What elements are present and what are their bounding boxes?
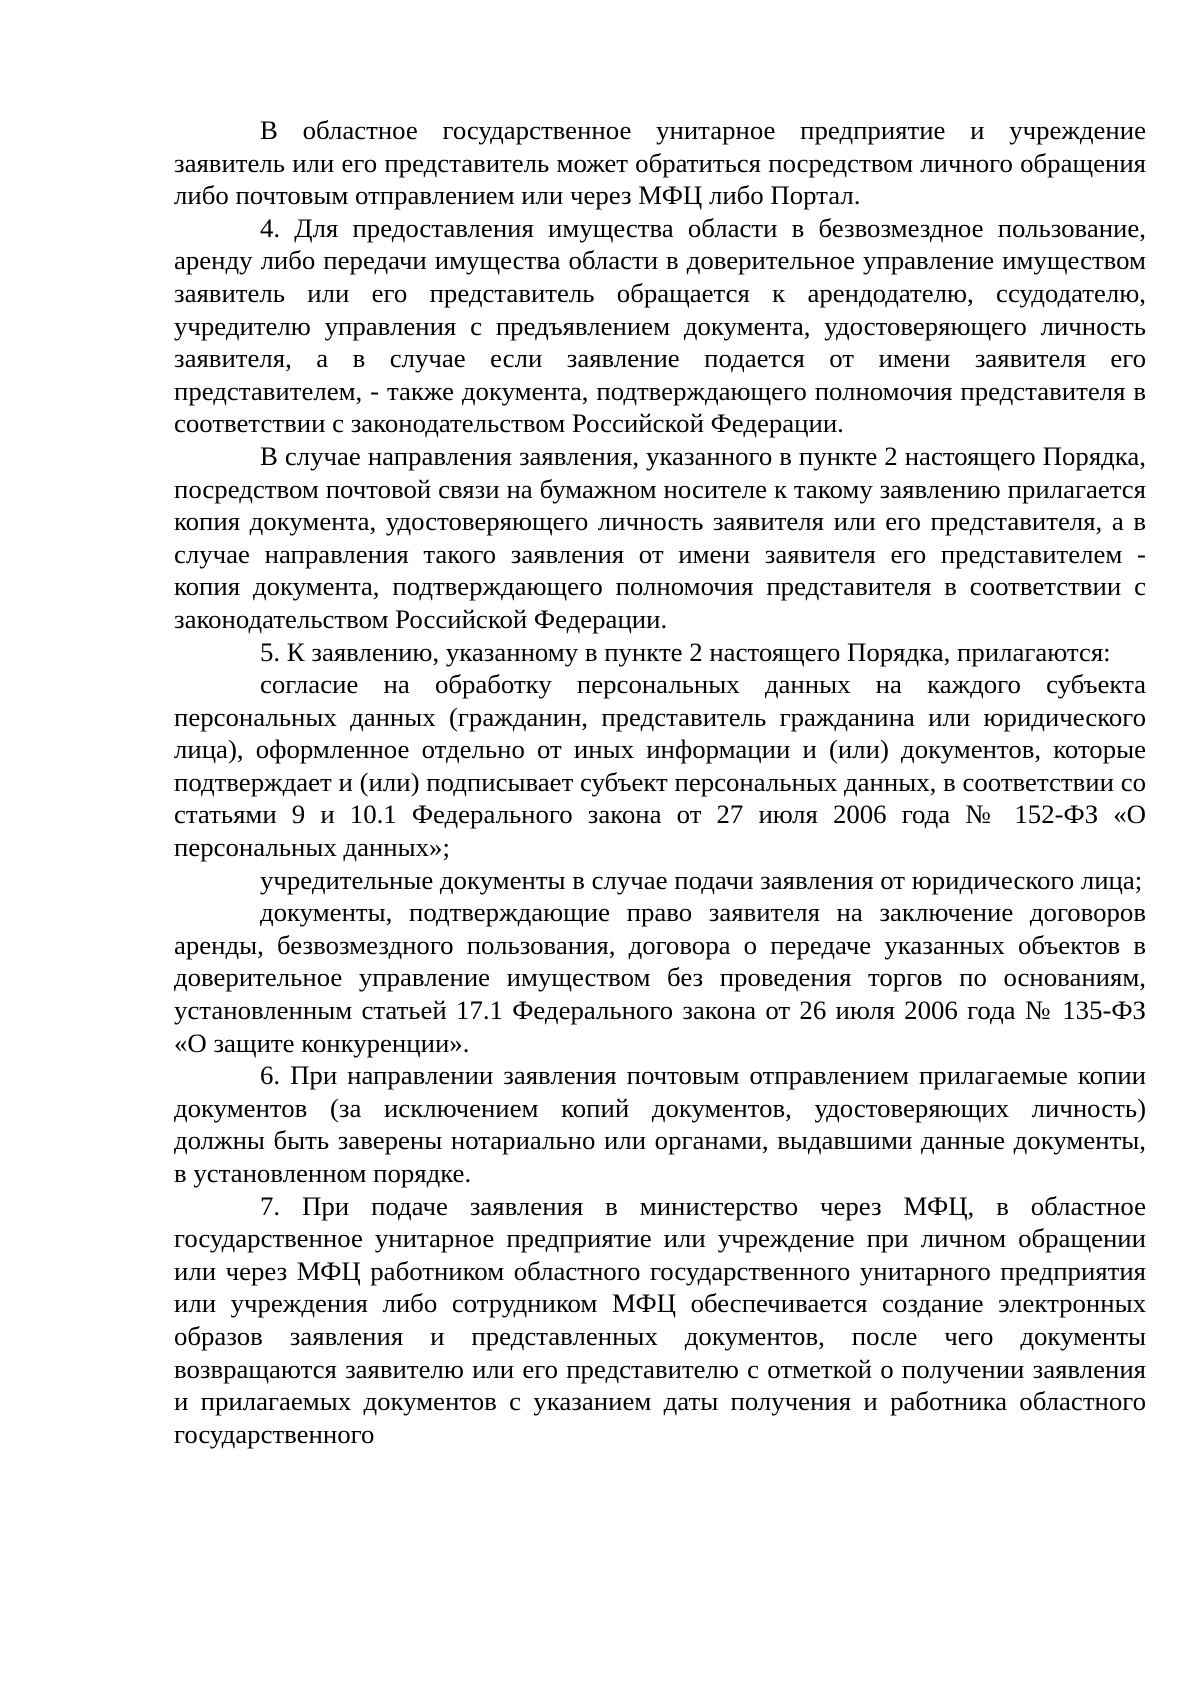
- paragraph-item-5: 5. К заявлению, указанному в пункте 2 настоящего Порядка, прилагаются:: [260, 636, 1111, 667]
- paragraph-postal-submission: В случае направления заявления, указанного в пункте 2 настоящего Порядка, посредством почтовой связи на бумажном носителе к такому заявлению прилагается копия документа, удостоверяющего личность заявителя или его представителя, а в случае направления такого заявления от имени заявителя его представителем - копия документа, подтверждающего полномочия представителя в соответствии с законодательством Российской Федерации.: [174, 440, 1146, 634]
- document-body: [174, 114, 1146, 1450]
- paragraph-rights-documents: документы, подтверждающие право заявителя на заключение договоров аренды, безвозмездного пользования, договора о передаче указанных объектов в доверительное управление имуществом без проведения торгов по основаниям, установленным статьей 17.1 Федерального закона от 26 июля 2006 года № 135-ФЗ «О защите конкуренции».: [174, 897, 1146, 1058]
- paragraph-item-7: 7. При подаче заявления в министерство через МФЦ, в областное государственное унитарное предприятие или учреждение при личном обращении или через МФЦ работником областного государственного унитарного предприятия или учреждения либо сотрудником МФЦ обеспечивается создание электронных образов заявления и представленных документов, после чего документы возвращаются заявителю или его представителю с отметкой о получении заявления и прилагаемых документов с указанием даты получения и работника областного государственного: [174, 1190, 1146, 1449]
- paragraph-application-channels: В областное государственное унитарное предприятие и учреждение заявитель или его представитель может обратиться посредством личного обращения либо почтовым отправлением или через МФЦ либо Портал.: [174, 115, 1146, 211]
- paragraph-personal-data-consent: согласие на обработку персональных данных на каждого субъекта персональных данных (гражданин, представитель гражданина или юридического лица), оформленное отдельно от иных информации и (или) документов, которые подтверждает и (или) подписывает субъект персональных данных, в соответствии со статьями 9 и 10.1 Федерального закона от 27 июля 2006 года № 152-ФЗ «О персональных данных»;: [174, 669, 1146, 863]
- paragraph-item-4: 4. Для предоставления имущества области в безвозмездное пользование, аренду либо передачи имущества области в доверительное управление имуществом заявитель или его представитель обращается к арендодателю, ссудодателю, учредителю управления с предъявлением документа, удостоверяющего личность заявителя, а в случае если заявление подается от имени заявителя его представителем, - также документа, подтверждающего полномочия представителя в соответствии с законодательством Российской Федерации.: [174, 212, 1146, 439]
- paragraph-founding-documents: учредительные документы в случае подачи заявления от юридического лица;: [260, 864, 1143, 895]
- paragraph-item-6: 6. При направлении заявления почтовым отправлением прилагаемые копии документов (за исключением копий документов, удостоверяющих личность) должны быть заверены нотариально или органами, выдавшими данные документы, в установленном порядке.: [174, 1060, 1146, 1188]
